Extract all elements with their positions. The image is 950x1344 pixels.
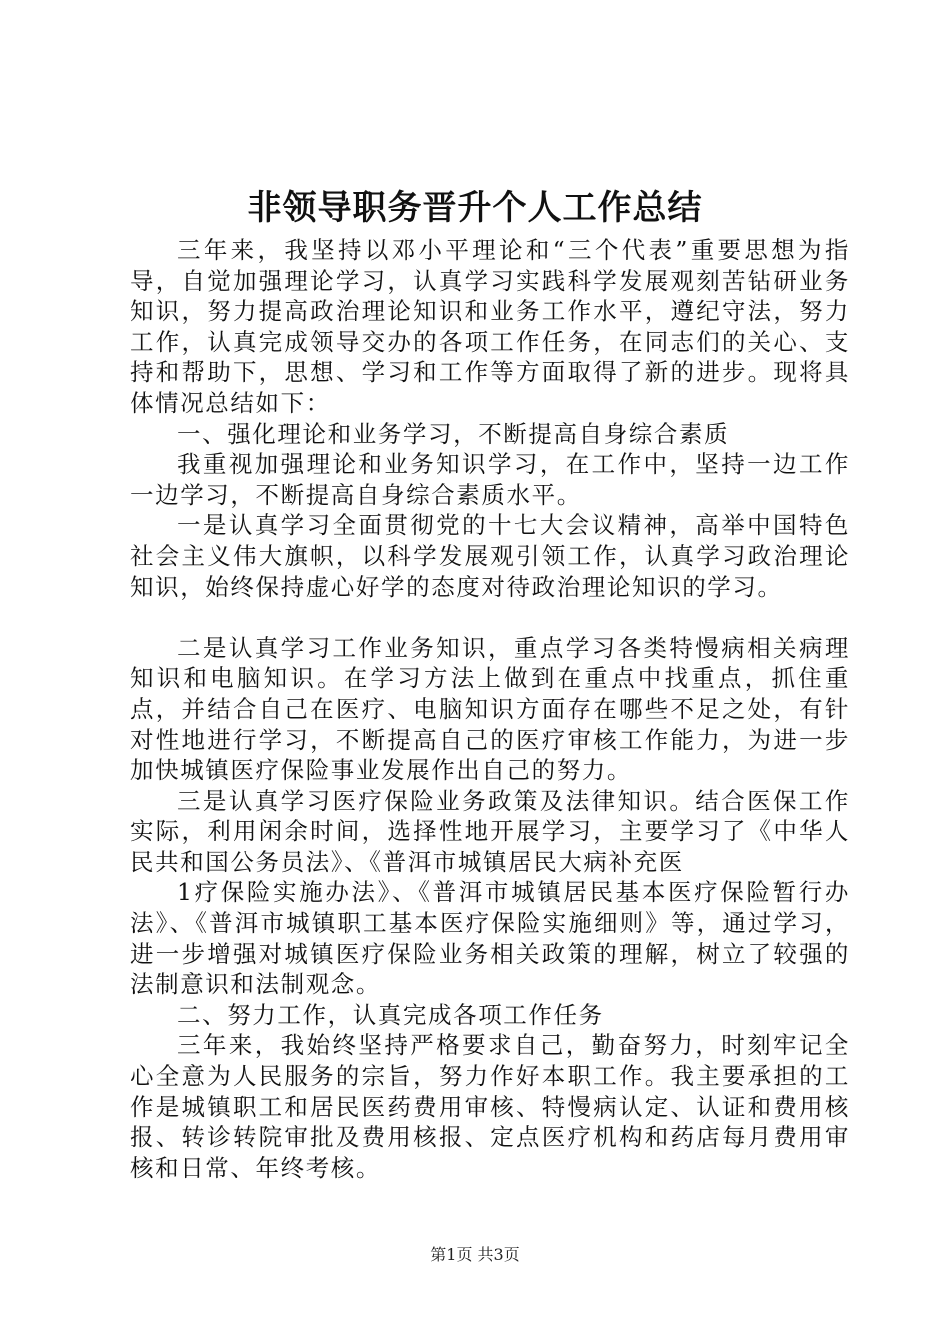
- paragraph: 1疗保险实施办法》、《普洱市城镇居民基本医疗保险暂行办法》、《普洱市城镇职工基本医疗保险实施细则》等，通过学习，进一步增强对城镇医疗保险业务相关政策的理解，树立了较强的法制意识和法制观念。: [130, 878, 850, 999]
- section-heading-2: 二、努力工作，认真完成各项工作任务: [177, 1000, 604, 1029]
- section-heading-1: 一、强化理论和业务学习，不断提高自身综合素质: [177, 419, 730, 448]
- document-body: [130, 235, 850, 1183]
- page-number-footer: 第1页 共3页: [430, 1245, 520, 1264]
- paragraph: 一是认真学习全面贯彻党的十七大会议精神，高举中国特色社会主义伟大旗帜，以科学发展观引领工作，认真学习政治理论知识，始终保持虚心好学的态度对待政治理论知识的学习。: [130, 511, 850, 601]
- paragraph: 三是认真学习医疗保险业务政策及法律知识。结合医保工作实际，利用闲余时间，选择性地开展学习，主要学习了《中华人民共和国公务员法》、《普洱市城镇居民大病补充医: [130, 786, 850, 876]
- document-title: 非领导职务晋升个人工作总结: [247, 188, 703, 228]
- paragraph-intro: 三年来，我坚持以邓小平理论和“三个代表”重要思想为指导，自觉加强理论学习，认真学习实践科学发展观刻苦钻研业务知识，努力提高政治理论知识和业务工作水平，遵纪守法，努力工作，认真完成领导交办的各项工作任务，在同志们的关心、支持和帮助下，思想、学习和工作等方面取得了新的进步。现将具体情况总结如下：: [130, 236, 850, 417]
- paragraph: 三年来，我始终坚持严格要求自己，勤奋努力，时刻牢记全心全意为人民服务的宗旨，努力作好本职工作。我主要承担的工作是城镇职工和居民医药费用审核、特慢病认定、认证和费用核报、转诊转院审批及费用核报、定点医疗机构和药店每月费用审核和日常、年终考核。: [130, 1031, 850, 1182]
- paragraph: 二是认真学习工作业务知识，重点学习各类特慢病相关病理知识和电脑知识。在学习方法上做到在重点中找重点，抓住重点，并结合自己在医疗、电脑知识方面存在哪些不足之处，有针对性地进行学习，不断提高自己的医疗审核工作能力，为进一步加快城镇医疗保险事业发展作出自己的努力。: [130, 633, 850, 785]
- paragraph: 我重视加强理论和业务知识学习，在工作中，坚持一边工作一边学习，不断提高自身综合素质水平。: [130, 450, 850, 509]
